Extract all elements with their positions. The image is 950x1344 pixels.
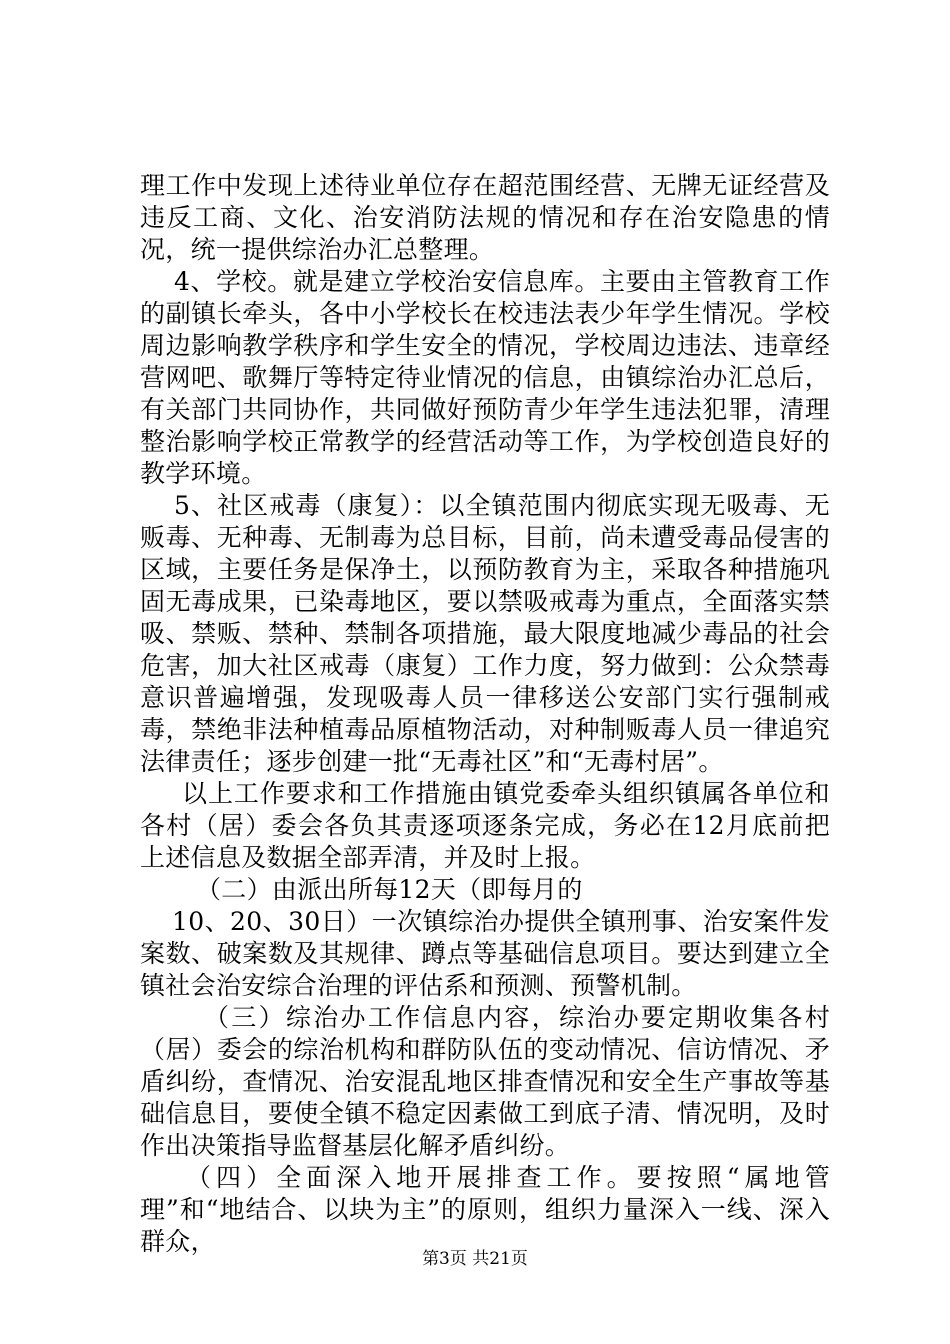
page-number-footer: 第3页 共21页 [422, 1249, 528, 1269]
paragraph-section-two-cont: 10、20、30日）一次镇综治办提供全镇刑事、治安案件发案数、破案数及其规律、蹲点等基础信息项目。要达到建立全镇社会治安综合治理的评估系和预测、预警机制。 [140, 907, 830, 1000]
paragraph-continuation: 理工作中发现上述待业单位存在超范围经营、无牌无证经营及违反工商、文化、治安消防法规的情况和存在治安隐患的情况，统一提供综治办汇总整理。 [140, 171, 830, 264]
paragraph-community-rehab: 5、社区戒毒（康复）：以全镇范围内彻底实现无吸毒、无贩毒、无种毒、无制毒为总目标，目前，尚未遭受毒品侵害的区域，主要任务是保净土，以预防教育为主，采取各种措施巩固无毒成果，已染毒地区，要以禁吸戒毒为重点，全面落实禁吸、禁贩、禁种、禁制各项措施，最大限度地减少毒品的社会危害，加大社区戒毒（康复）工作力度，努力做到：公众禁毒意识普遍增强，发现吸毒人员一律移送公安部门实行强制戒毒，禁绝非法种植毒品原植物活动，对种制贩毒人员一律追究法律责任；逐步创建一批“无毒社区”和“无毒村居”。 [140, 491, 830, 776]
paragraph-section-two: （二）由派出所每12天（即每月的 [196, 875, 583, 904]
paragraph-section-three: （三）综治办工作信息内容，综治办要定期收集各村（居）委会的综治机构和群防队伍的变动情况、信访情况、矛盾纠纷，查情况、治安混乱地区排查情况和安全生产事故等基础信息目，要使全镇不稳定因素做工到底子清、情况明，及时作出决策指导监督基层化解矛盾纠纷。 [140, 1003, 830, 1160]
paragraph-schools: 4、学校。就是建立学校治安信息库。主要由主管教育工作的副镇长牵头，各中小学校长在校违法表少年学生情况。学校周边影响教学秩序和学生安全的情况，学校周边违法、违章经营网吧、歌舞厅等特定待业情况的信息，由镇综治办汇总后，有关部门共同协作，共同做好预防青少年学生违法犯罪，清理整治影响学校正常教学的经营活动等工作，为学校创造良好的教学环境。 [140, 267, 830, 488]
paragraph-section-four: （四）全面深入地开展排查工作。要按照“属地管理”和“地结合、以块为主”的原则，组织力量深入一线、深入群众， [140, 1163, 830, 1256]
paragraph-work-requirements: 以上工作要求和工作措施由镇党委牵头组织镇属各单位和各村（居）委会各负其责逐项逐条完成，务必在12月底前把上述信息及数据全部弄清，并及时上报。 [140, 779, 830, 872]
document-body [140, 170, 830, 1258]
